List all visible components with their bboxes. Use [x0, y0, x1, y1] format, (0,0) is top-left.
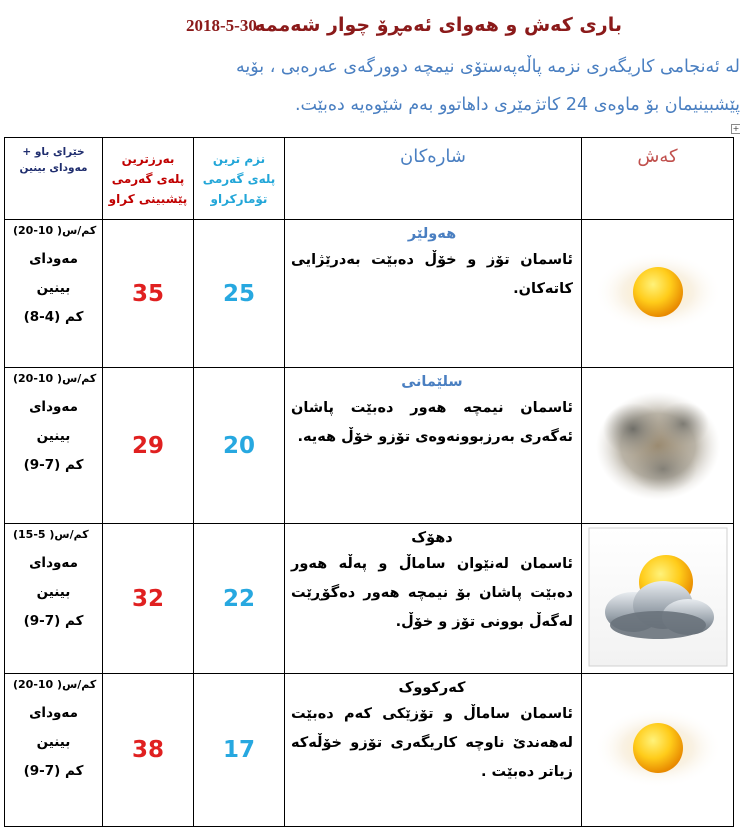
sun-icon: [593, 237, 723, 347]
table-row: [5, 524, 734, 674]
wind-visibility-cell: [5, 674, 103, 827]
city-cell: [285, 220, 582, 368]
dust-cloud-icon: [593, 384, 723, 504]
city-cell: [285, 524, 582, 674]
intro-line-2: پێشبینیمان بۆ ماوەی 24 کاتژمێری داهاتوو بەم شێوەیە دەبێت.: [294, 95, 740, 115]
intro-line-1: لە ئەنجامی کاریگەری نزمە پاڵەپەستۆی نیمچە دوورگەی عەرەبی ، بۆیە: [235, 57, 740, 77]
table-row: [5, 220, 734, 368]
partly-cloudy-icon: [588, 527, 728, 667]
wind-speed: (20-10 )کم/س: [13, 224, 97, 237]
header-wind-visibility: خێرای باو + مەودای بینین: [5, 138, 103, 220]
table-move-handle-icon[interactable]: +: [732, 124, 740, 133]
min-temp-cell: 25: [194, 220, 285, 368]
visibility-label: مەودای: [29, 555, 78, 571]
city-description: ئاسمان لەنێوان ساماڵ و پەڵە هەور دەبێت پاشان بۆ نیمچە هەور دەگۆڕێت لەگەڵ بوونی تۆز و خۆڵ.: [291, 556, 573, 630]
max-temp-cell: 35: [103, 220, 194, 368]
city-name: دهۆک: [411, 530, 453, 546]
header-max-temp: بەرزترین پلەی گەرمی پێشبینی کراو: [103, 138, 194, 220]
weather-image-cell: [582, 524, 734, 674]
wind-speed: (20-10 )کم/س: [13, 678, 97, 691]
visibility-label: بینین: [36, 428, 71, 444]
city-cell: [285, 674, 582, 827]
visibility-label: بینین: [36, 280, 71, 296]
wind-speed: (15-5 )کم/س: [13, 528, 89, 541]
visibility-range: (9-7) کم: [23, 457, 84, 473]
table-header-row: [5, 138, 734, 220]
city-description: ئاسمان تۆز و خۆڵ دەبێت بەدرێژایی کاتەکان.: [291, 252, 573, 297]
visibility-label: مەودای: [29, 251, 78, 267]
city-description: ئاسمان نیمچە هەور دەبێت پاشان ئەگەری بەرزبوونەوەی تۆزو خۆڵ هەیە.: [291, 400, 573, 445]
visibility-label: مەودای: [29, 705, 78, 721]
sun-icon: [593, 693, 723, 803]
visibility-range: (9-7) کم: [23, 613, 84, 629]
header-cities: شارەکان: [285, 138, 582, 220]
visibility-range: (8-4) کم: [23, 309, 84, 325]
title-bar: [0, 12, 740, 42]
visibility-label: بینین: [36, 734, 71, 750]
table-row: [5, 368, 734, 524]
wind-visibility-cell: [5, 220, 103, 368]
weather-image-cell: [582, 220, 734, 368]
city-name: سلێمانی: [401, 374, 463, 390]
visibility-label: بینین: [36, 584, 71, 600]
city-name: هەولێر: [407, 226, 457, 242]
forecast-table: [4, 137, 734, 827]
max-temp-cell: 29: [103, 368, 194, 524]
header-min-temp: نزم ترین پلەی گەرمی تۆمارکراو: [194, 138, 285, 220]
wind-visibility-cell: [5, 368, 103, 524]
intro-paragraph: [98, 48, 740, 124]
min-temp-cell: 17: [194, 674, 285, 827]
header-weather: کەش: [582, 138, 734, 220]
wind-speed: (20-10 )کم/س: [13, 372, 97, 385]
min-temp-cell: 20: [194, 368, 285, 524]
page-date: 2018-5-30: [186, 16, 257, 35]
wind-visibility-cell: [5, 524, 103, 674]
weather-image-cell: [582, 674, 734, 827]
min-temp-cell: 22: [194, 524, 285, 674]
weather-image-cell: [582, 368, 734, 524]
table-row: [5, 674, 734, 827]
page-title: باری کەش و هەوای ئەمڕۆ چوار شەممە: [254, 14, 622, 36]
visibility-range: (9-7) کم: [23, 763, 84, 779]
max-temp-cell: 32: [103, 524, 194, 674]
max-temp-cell: 38: [103, 674, 194, 827]
city-cell: [285, 368, 582, 524]
visibility-label: مەودای: [29, 399, 78, 415]
city-name: کەرکووک: [398, 680, 466, 696]
city-description: ئاسمان ساماڵ و تۆزێکی کەم دەبێت لەهەندێ ناوچە کاریگەری تۆزو خۆڵەکە زیاتر دەبێت .: [291, 706, 573, 780]
